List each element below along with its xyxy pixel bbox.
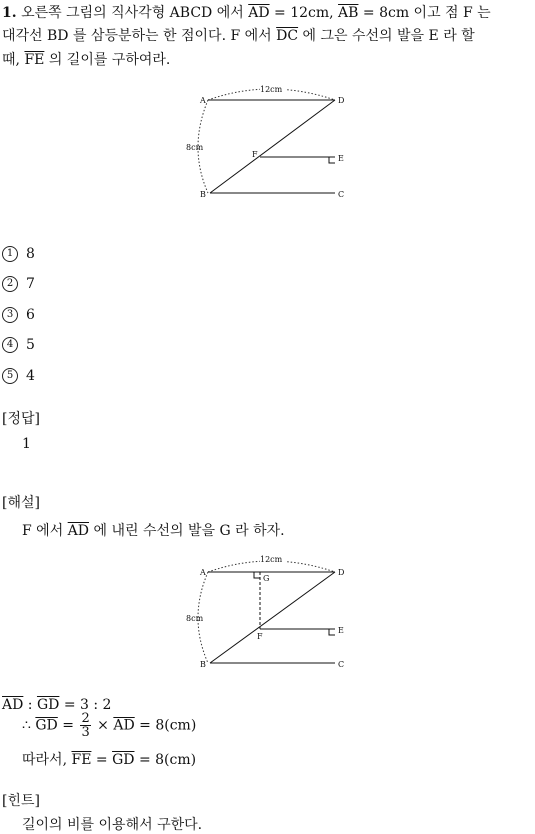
diagonal-bd xyxy=(210,100,335,193)
choice-value: 7 xyxy=(26,276,35,292)
question-text: = 12cm, xyxy=(274,5,334,21)
label-g: G xyxy=(263,574,270,583)
solution-text: F 에서 xyxy=(22,523,64,539)
choice-5[interactable] xyxy=(2,368,35,384)
label-c: C xyxy=(338,660,345,669)
label-a: A xyxy=(200,96,206,105)
choice-2[interactable] xyxy=(2,276,35,292)
label-d: D xyxy=(338,96,345,105)
hint-header: [힌트] xyxy=(2,793,40,809)
choice-value: 4 xyxy=(26,368,35,384)
equals: = xyxy=(62,717,74,734)
question-line-1 xyxy=(2,2,491,22)
question-number: 1. xyxy=(2,5,17,21)
equals: = xyxy=(95,752,108,768)
segment-dc: $\overline{DC}$ xyxy=(276,28,299,44)
choice-4[interactable] xyxy=(2,337,35,353)
ratio-line xyxy=(2,697,111,713)
label-e: E xyxy=(338,626,344,635)
label-a: A xyxy=(200,568,206,577)
segment-ad: $\overline{AD}$ xyxy=(113,717,135,734)
choice-mark: 3 xyxy=(2,307,18,323)
denominator: 3 xyxy=(81,725,90,740)
hint-text: 길이의 비를 이용해서 구한다. xyxy=(22,817,203,833)
question-text: = 8cm 이고 점 F 는 xyxy=(362,5,491,21)
times: × xyxy=(97,717,109,734)
segment-ad: $\overline{AD}$ xyxy=(2,697,24,713)
therefore-symbol: ∴ xyxy=(22,717,31,734)
choice-1[interactable] xyxy=(2,246,35,262)
choice-mark: 2 xyxy=(2,276,18,292)
numerator: 2 xyxy=(81,711,90,726)
answer-header: [정답] xyxy=(2,411,40,427)
label-f: F xyxy=(252,150,258,159)
colon: : xyxy=(27,697,33,713)
label-e: E xyxy=(338,154,344,163)
figure-rectangle-1 xyxy=(180,80,360,205)
result: = 8(cm) xyxy=(139,717,197,734)
label-top: 12cm xyxy=(260,555,283,564)
label-f: F xyxy=(257,632,263,641)
choice-value: 8 xyxy=(26,246,35,262)
label-left: 8cm xyxy=(186,614,204,623)
conclusion-line xyxy=(22,749,196,769)
right-angle-mark-g xyxy=(254,572,260,578)
question-line-2 xyxy=(2,25,475,45)
question-text: 오른쪽 그림의 직사각형 ABCD 에서 xyxy=(21,5,244,21)
label-d: D xyxy=(338,568,345,577)
fraction-two-thirds xyxy=(80,712,90,739)
figure-rectangle-2 xyxy=(180,550,360,675)
conclusion-text: 따라서, xyxy=(22,752,68,768)
label-c: C xyxy=(338,190,345,199)
right-angle-mark xyxy=(329,157,335,163)
segment-ad: $\overline{AD}$ xyxy=(248,5,270,21)
solution-line-1 xyxy=(22,520,285,540)
question-text: 의 길이를 구하여라. xyxy=(48,52,171,68)
choice-3[interactable] xyxy=(2,307,35,323)
question-text: 에 그은 수선의 발을 E 라 할 xyxy=(302,28,475,44)
question-text: 대각선 BD 를 삼등분하는 한 점이다. F 에서 xyxy=(2,28,272,44)
result: = 8(cm) xyxy=(138,752,197,768)
segment-gd: $\overline{GD}$ xyxy=(112,752,135,768)
fraction-line xyxy=(22,712,196,739)
segment-ad: $\overline{AD}$ xyxy=(67,523,90,539)
label-b: B xyxy=(200,660,206,669)
solution-text: 에 내린 수선의 발을 G 라 하자. xyxy=(93,523,285,539)
choice-value: 5 xyxy=(26,337,35,353)
ratio-values: = 3 : 2 xyxy=(63,697,112,713)
answer-value: 1 xyxy=(22,436,31,452)
question-line-3 xyxy=(2,49,170,69)
right-angle-mark-e xyxy=(329,629,335,635)
choice-mark: 1 xyxy=(2,246,18,262)
label-top: 12cm xyxy=(260,85,283,94)
question-text: 때, xyxy=(2,52,20,68)
label-b: B xyxy=(200,190,206,199)
segment-fe: $\overline{FE}$ xyxy=(24,52,45,68)
segment-gd: $\overline{GD}$ xyxy=(36,697,60,713)
choice-mark: 5 xyxy=(2,368,18,384)
diagonal-bd xyxy=(210,572,335,663)
segment-fe: $\overline{FE}$ xyxy=(71,752,92,768)
segment-gd: $\overline{GD}$ xyxy=(35,717,58,734)
solution-header: [해설] xyxy=(2,495,40,511)
label-left: 8cm xyxy=(186,143,204,152)
choice-value: 6 xyxy=(26,307,35,323)
segment-ab: $\overline{AB}$ xyxy=(338,5,359,21)
choice-mark: 4 xyxy=(2,337,18,353)
